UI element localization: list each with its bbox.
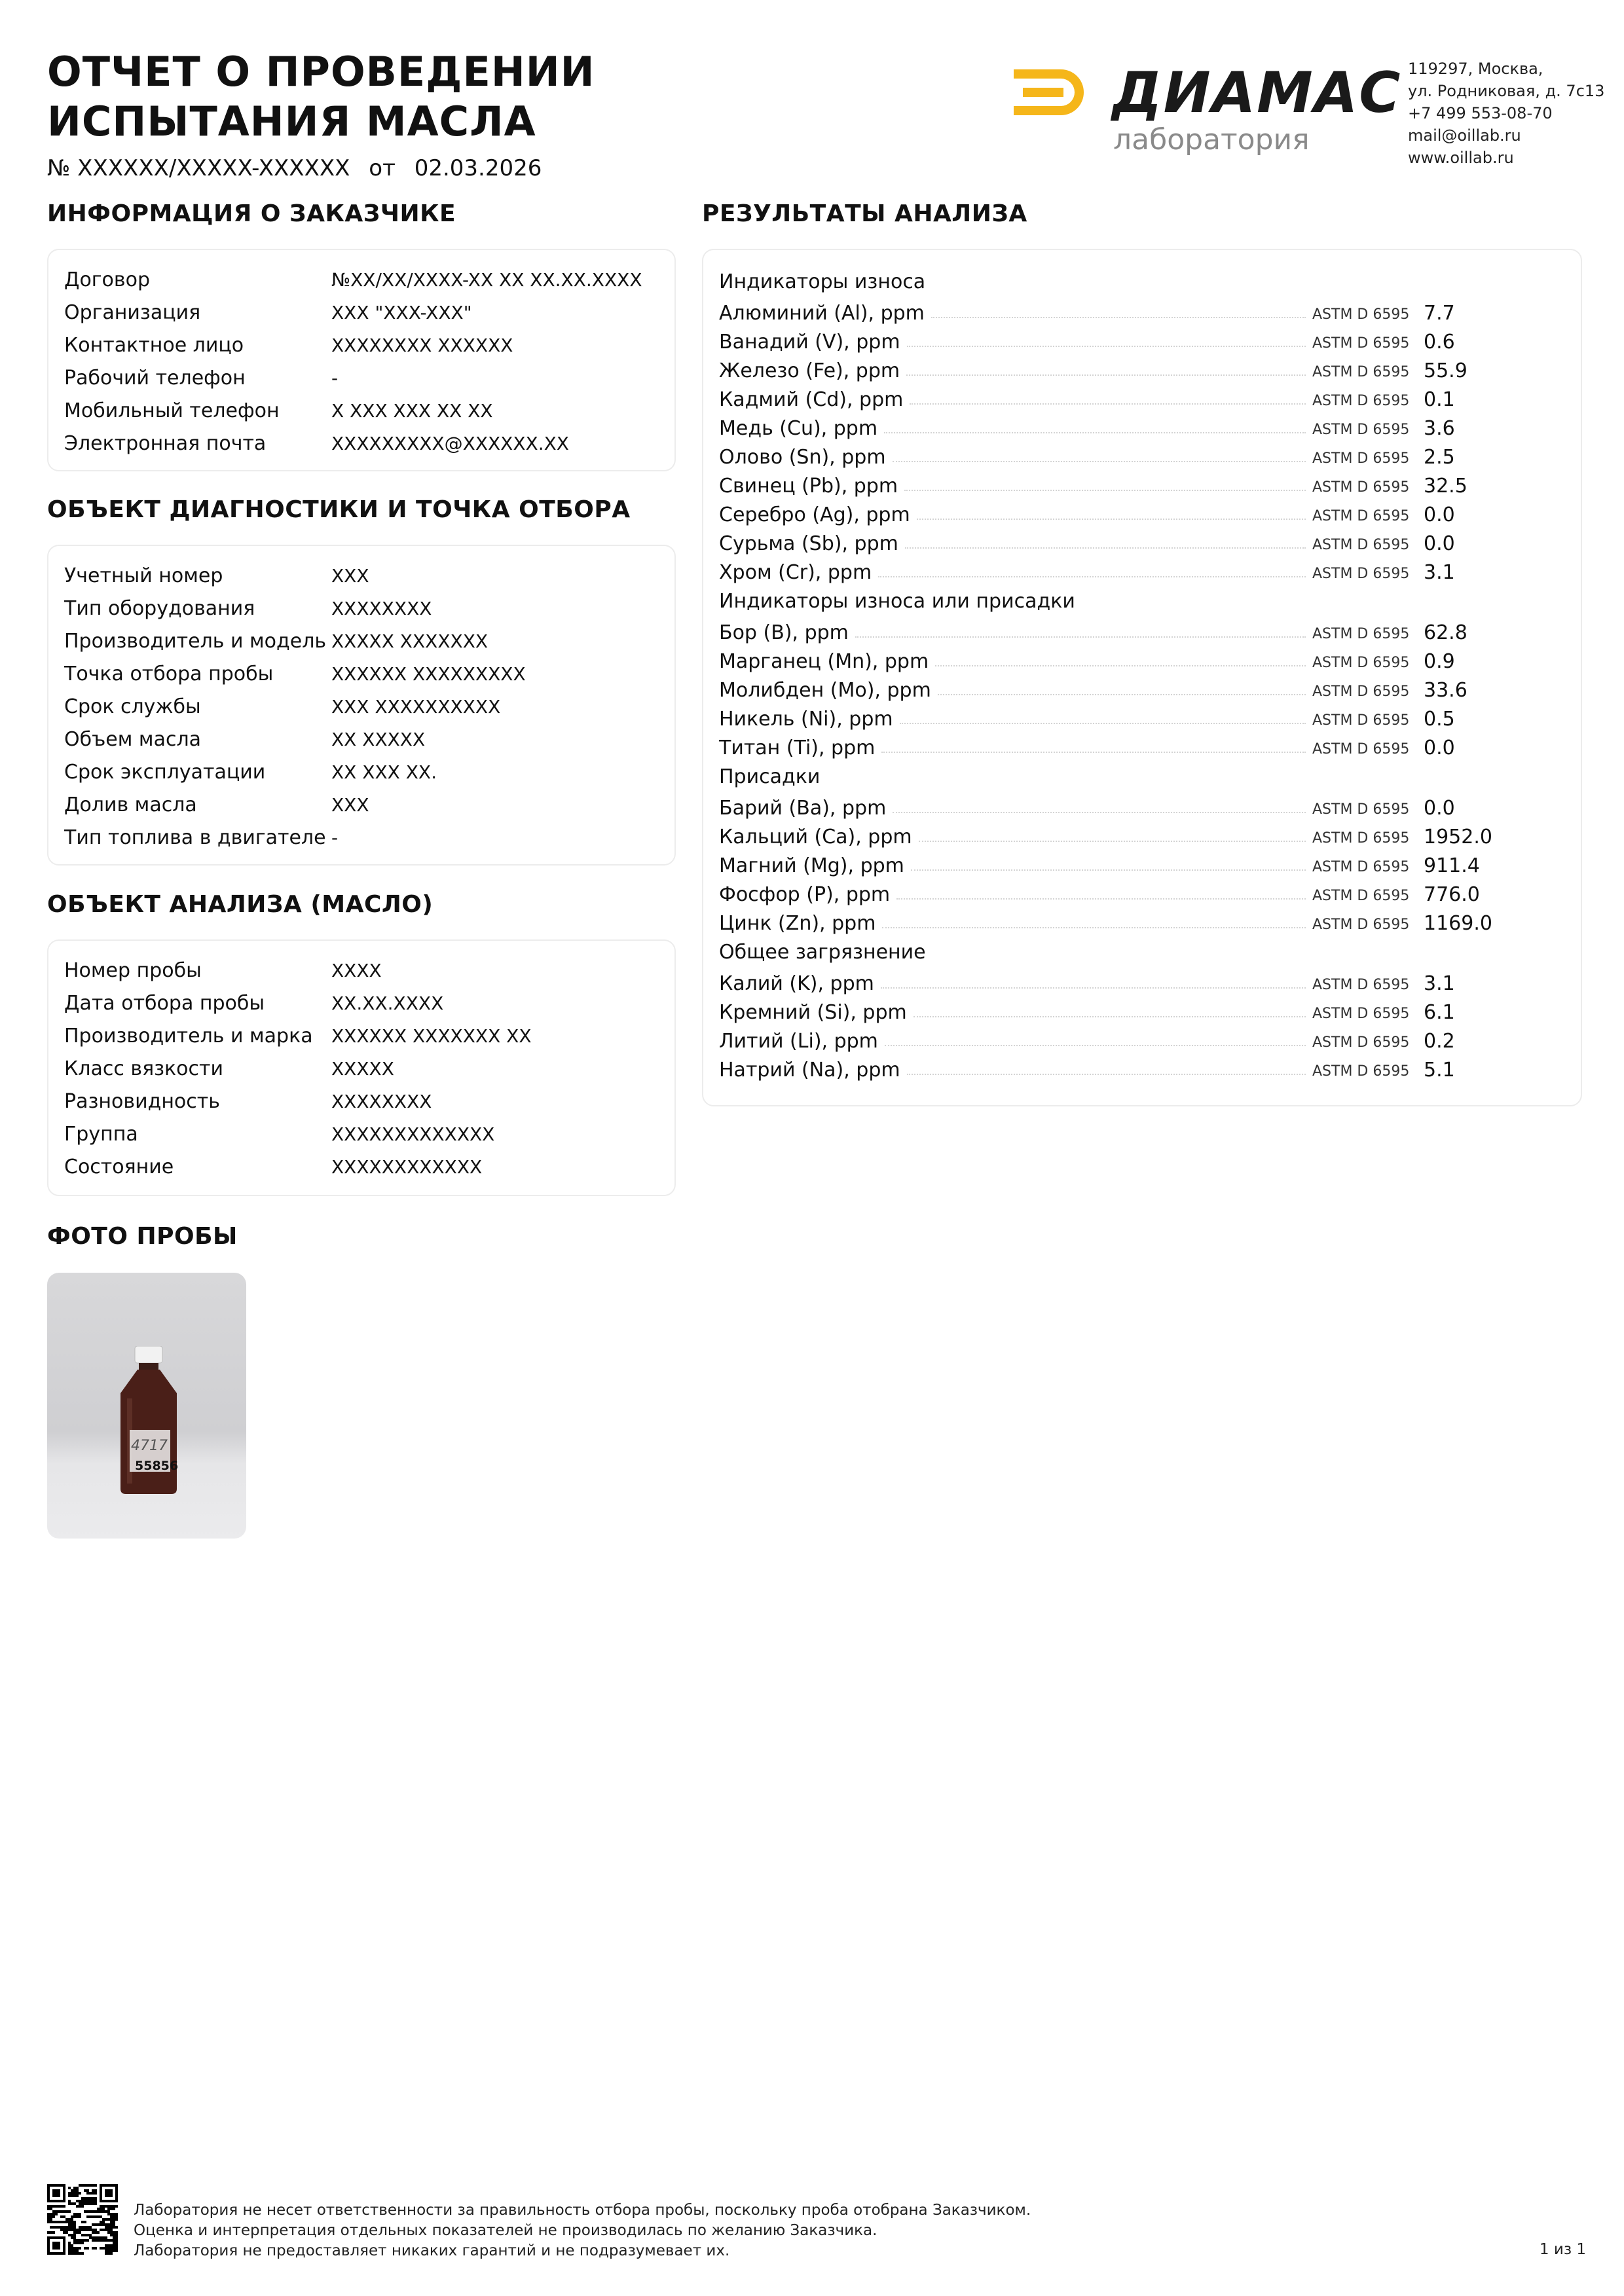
result-row xyxy=(719,966,1565,995)
object-label: Тип топлива в двигателе xyxy=(64,826,326,849)
object-label: Срок эксплуатации xyxy=(64,760,266,784)
customer-row xyxy=(64,427,661,460)
leader-dots xyxy=(878,576,1306,577)
report-title xyxy=(47,47,595,147)
results-heading: РЕЗУЛЬТАТЫ АНАЛИЗА xyxy=(702,200,1027,227)
photo-heading: ФОТО ПРОБЫ xyxy=(47,1223,238,1250)
result-method: ASTM D 6595 xyxy=(1312,364,1410,380)
object-label: Точка отбора пробы xyxy=(64,662,274,685)
customer-label: Рабочий телефон xyxy=(64,366,246,390)
customer-card xyxy=(47,249,676,471)
result-method: ASTM D 6595 xyxy=(1312,859,1410,875)
result-method: ASTM D 6595 xyxy=(1312,888,1410,904)
leader-dots xyxy=(893,461,1306,462)
result-parameter: Цинк (Zn), ppm xyxy=(719,912,876,935)
result-method: ASTM D 6595 xyxy=(1312,712,1410,729)
oil-label: Группа xyxy=(64,1122,138,1146)
oil-value: XX.XX.XXXX xyxy=(331,992,444,1014)
oil-value: XXXXXX XXXXXXX XX xyxy=(331,1025,532,1047)
oil-label: Номер пробы xyxy=(64,958,202,982)
bottle-handwriting: 4717 xyxy=(131,1438,168,1454)
result-row xyxy=(719,469,1565,498)
oil-label: Разновидность xyxy=(64,1089,220,1113)
page-number: 1 из 1 xyxy=(1539,2241,1586,2258)
result-method: ASTM D 6595 xyxy=(1312,479,1410,496)
result-parameter: Титан (Ti), ppm xyxy=(719,737,876,759)
customer-label: Организация xyxy=(64,301,201,324)
result-value: 55.9 xyxy=(1424,359,1467,382)
customer-value: XXX "XXX-XXX" xyxy=(331,301,472,323)
report-date: 02.03.2026 xyxy=(414,155,542,181)
object-label: Долив масла xyxy=(64,793,197,816)
result-method: ASTM D 6595 xyxy=(1312,917,1410,933)
result-parameter: Молибден (Mo), ppm xyxy=(719,679,931,702)
results-group-title: Общее загрязнение xyxy=(719,941,926,964)
result-method: ASTM D 6595 xyxy=(1312,1006,1410,1022)
result-method: ASTM D 6595 xyxy=(1312,830,1410,847)
result-parameter: Натрий (Na), ppm xyxy=(719,1059,900,1082)
results-group-title: Индикаторы износа или присадки xyxy=(719,590,1075,613)
object-label: Учетный номер xyxy=(64,564,223,587)
results-group-title: Присадки xyxy=(719,765,821,788)
qr-code-icon[interactable] xyxy=(47,2184,118,2255)
oil-label: Состояние xyxy=(64,1155,174,1178)
customer-value: X XXX XXX XX XX xyxy=(331,399,493,422)
result-row xyxy=(719,731,1565,759)
leader-dots xyxy=(907,346,1306,347)
customer-row xyxy=(64,329,661,361)
result-value: 3.1 xyxy=(1424,972,1455,995)
leader-dots xyxy=(931,317,1306,318)
result-method: ASTM D 6595 xyxy=(1312,626,1410,642)
object-row xyxy=(64,821,661,854)
object-label: Объем масла xyxy=(64,727,202,751)
customer-row xyxy=(64,394,661,427)
customer-row xyxy=(64,263,661,296)
result-value: 33.6 xyxy=(1424,679,1467,702)
bottle-label: 55856 xyxy=(135,1459,179,1473)
result-method: ASTM D 6595 xyxy=(1312,508,1410,524)
result-parameter: Серебро (Ag), ppm xyxy=(719,503,910,526)
result-value: 2.5 xyxy=(1424,446,1455,469)
object-row xyxy=(64,723,661,756)
logo-subtitle: лаборатория xyxy=(1113,123,1310,156)
result-row xyxy=(719,702,1565,731)
oil-row xyxy=(64,1118,661,1150)
result-parameter: Медь (Cu), ppm xyxy=(719,417,878,440)
oil-row xyxy=(64,1085,661,1118)
leader-dots xyxy=(910,403,1306,405)
disclaimer xyxy=(134,2200,1031,2261)
result-parameter: Магний (Mg), ppm xyxy=(719,854,904,877)
result-parameter: Кальций (Ca), ppm xyxy=(719,826,912,848)
customer-heading: ИНФОРМАЦИЯ О ЗАКАЗЧИКЕ xyxy=(47,200,456,227)
result-value: 0.9 xyxy=(1424,650,1455,673)
customer-value: №XX/XX/XXXX-XX XX XX.XX.XXXX xyxy=(331,268,642,291)
result-value: 3.1 xyxy=(1424,561,1455,584)
contact-phone[interactable]: +7 499 553-08-70 xyxy=(1408,104,1553,122)
object-table xyxy=(64,559,661,854)
result-parameter: Марганец (Mn), ppm xyxy=(719,650,929,673)
result-value: 0.5 xyxy=(1424,708,1455,731)
oil-heading: ОБЪЕКТ АНАЛИЗА (МАСЛО) xyxy=(47,891,434,918)
customer-value: - xyxy=(331,367,339,389)
object-heading: ОБЪЕКТ ДИАГНОСТИКИ И ТОЧКА ОТБОРА xyxy=(47,496,631,523)
leader-dots xyxy=(896,898,1306,900)
result-parameter: Сурьма (Sb), ppm xyxy=(719,532,898,555)
object-row xyxy=(64,625,661,657)
object-value: XXX xyxy=(331,793,369,816)
result-method: ASTM D 6595 xyxy=(1312,306,1410,323)
results-group-title: Индикаторы износа xyxy=(719,270,926,293)
object-value: XXX xyxy=(331,564,369,587)
result-parameter: Фосфор (P), ppm xyxy=(719,883,891,906)
leader-dots xyxy=(938,694,1306,695)
customer-row xyxy=(64,296,661,329)
result-row xyxy=(719,644,1565,673)
object-row xyxy=(64,592,661,625)
result-value: 1169.0 xyxy=(1424,912,1492,935)
company-logo xyxy=(1014,60,1402,161)
result-row xyxy=(719,995,1565,1024)
result-method: ASTM D 6595 xyxy=(1312,450,1410,467)
results-table xyxy=(719,264,1565,1082)
result-value: 3.6 xyxy=(1424,417,1455,440)
report-title-line2: ИСПЫТАНИЯ МАСЛА xyxy=(47,98,536,145)
oil-value: XXXXXXXX xyxy=(331,1090,432,1112)
report-from: от xyxy=(369,155,396,181)
leader-dots xyxy=(935,665,1306,666)
oil-value: XXXXX xyxy=(331,1057,394,1080)
result-method: ASTM D 6595 xyxy=(1312,1063,1410,1080)
result-method: ASTM D 6595 xyxy=(1312,741,1410,757)
disclaimer-line: Оценка и интерпретация отдельных показателей не производилась по желанию Заказчика. xyxy=(134,2222,877,2239)
contact-street: ул. Родниковая, д. 7с13 xyxy=(1408,82,1605,100)
diamas-logo-icon xyxy=(1014,69,1091,115)
result-row xyxy=(719,1053,1565,1082)
contact-block xyxy=(1408,58,1604,169)
report-number: № XXXXXX/XXXXX-XXXXXX xyxy=(47,155,350,181)
result-value: 0.0 xyxy=(1424,503,1455,526)
result-value: 911.4 xyxy=(1424,854,1480,877)
result-parameter: Литий (Li), ppm xyxy=(719,1030,878,1053)
oil-table xyxy=(64,954,661,1183)
result-value: 62.8 xyxy=(1424,621,1467,644)
result-row xyxy=(719,440,1565,469)
result-row xyxy=(719,791,1565,820)
leader-dots xyxy=(911,869,1306,871)
result-parameter: Хром (Cr), ppm xyxy=(719,561,872,584)
result-row xyxy=(719,615,1565,644)
sample-photo[interactable] xyxy=(47,1273,246,1539)
result-value: 776.0 xyxy=(1424,883,1480,906)
oil-row xyxy=(64,954,661,987)
result-method: ASTM D 6595 xyxy=(1312,335,1410,352)
customer-value: XXXXXXXX XXXXXX xyxy=(331,334,513,356)
result-value: 32.5 xyxy=(1424,475,1467,498)
result-method: ASTM D 6595 xyxy=(1312,655,1410,671)
oil-row xyxy=(64,987,661,1019)
result-row xyxy=(719,848,1565,877)
customer-label: Контактное лицо xyxy=(64,333,244,357)
leader-dots xyxy=(881,752,1306,753)
result-value: 0.0 xyxy=(1424,737,1455,759)
object-row xyxy=(64,756,661,788)
object-row xyxy=(64,690,661,723)
customer-label: Электронная почта xyxy=(64,431,267,455)
oil-label: Дата отбора пробы xyxy=(64,991,265,1015)
result-parameter: Бор (B), ppm xyxy=(719,621,849,644)
result-value: 7.7 xyxy=(1424,302,1455,325)
result-parameter: Никель (Ni), ppm xyxy=(719,708,893,731)
leader-dots xyxy=(881,987,1306,989)
object-row xyxy=(64,657,661,690)
customer-row xyxy=(64,361,661,394)
result-value: 0.0 xyxy=(1424,532,1455,555)
oil-label: Производитель и марка xyxy=(64,1024,313,1048)
disclaimer-line: Лаборатория не несет ответственности за правильность отбора пробы, поскольку проба отобрана Заказчиком. xyxy=(134,2202,1031,2219)
leader-dots xyxy=(907,1074,1306,1075)
result-row xyxy=(719,526,1565,555)
result-row xyxy=(719,877,1565,906)
oil-row xyxy=(64,1052,661,1085)
result-row xyxy=(719,906,1565,935)
object-row xyxy=(64,559,661,592)
object-label: Производитель и модель xyxy=(64,629,327,653)
leader-dots xyxy=(906,374,1306,376)
result-value: 5.1 xyxy=(1424,1059,1455,1082)
result-parameter: Калий (K), ppm xyxy=(719,972,874,995)
result-method: ASTM D 6595 xyxy=(1312,537,1410,553)
result-row xyxy=(719,820,1565,848)
object-value: XXX XXXXXXXXXX xyxy=(331,695,501,718)
customer-table xyxy=(64,263,661,460)
result-row xyxy=(719,296,1565,325)
leader-dots xyxy=(884,432,1306,433)
result-method: ASTM D 6595 xyxy=(1312,566,1410,582)
result-method: ASTM D 6595 xyxy=(1312,801,1410,818)
result-value: 0.2 xyxy=(1424,1030,1455,1053)
result-row xyxy=(719,382,1565,411)
result-row xyxy=(719,354,1565,382)
leader-dots xyxy=(855,636,1306,638)
oil-label: Класс вязкости xyxy=(64,1057,224,1080)
result-value: 0.1 xyxy=(1424,388,1455,411)
object-value: XX XXX XX. xyxy=(331,761,437,783)
leader-dots xyxy=(917,519,1306,520)
disclaimer-line: Лаборатория не предоставляет никаких гарантий и не подразумевает их. xyxy=(134,2242,730,2259)
oil-row xyxy=(64,1019,661,1052)
leader-dots xyxy=(905,547,1306,549)
contact-city: 119297, Москва, xyxy=(1408,60,1543,78)
result-row xyxy=(719,555,1565,584)
contact-email[interactable]: mail@oillab.ru xyxy=(1408,126,1521,145)
object-label: Срок службы xyxy=(64,695,201,718)
result-value: 0.0 xyxy=(1424,797,1455,820)
result-value: 0.6 xyxy=(1424,331,1455,354)
leader-dots xyxy=(882,927,1306,928)
leader-dots xyxy=(919,841,1306,842)
result-parameter: Кремний (Si), ppm xyxy=(719,1001,907,1024)
object-label: Тип оборудования xyxy=(64,596,255,620)
report-title-line1: ОТЧЕТ О ПРОВЕДЕНИИ xyxy=(47,48,595,96)
result-parameter: Свинец (Pb), ppm xyxy=(719,475,898,498)
object-row xyxy=(64,788,661,821)
result-row xyxy=(719,325,1565,354)
contact-site[interactable]: www.oillab.ru xyxy=(1408,149,1514,167)
result-value: 6.1 xyxy=(1424,1001,1455,1024)
result-method: ASTM D 6595 xyxy=(1312,683,1410,700)
result-method: ASTM D 6595 xyxy=(1312,1034,1410,1051)
leader-dots xyxy=(900,723,1306,724)
result-row xyxy=(719,411,1565,440)
object-value: XXXXX XXXXXXX xyxy=(331,630,489,652)
result-row xyxy=(719,673,1565,702)
result-parameter: Олово (Sn), ppm xyxy=(719,446,886,469)
result-method: ASTM D 6595 xyxy=(1312,393,1410,409)
object-value: - xyxy=(331,826,339,848)
leader-dots xyxy=(904,490,1306,491)
object-card xyxy=(47,545,676,866)
result-parameter: Кадмий (Cd), ppm xyxy=(719,388,904,411)
leader-dots xyxy=(885,1045,1306,1046)
oil-value: XXXXXXXXXXXX xyxy=(331,1156,483,1178)
result-parameter: Алюминий (Al), ppm xyxy=(719,302,925,325)
oil-value: XXXXXXXXXXXXX xyxy=(331,1123,495,1145)
customer-label: Договор xyxy=(64,268,150,291)
object-value: XX XXXXX xyxy=(331,728,426,750)
result-value: 1952.0 xyxy=(1424,826,1492,848)
object-value: XXXXXX XXXXXXXXX xyxy=(331,663,526,685)
results-card xyxy=(702,249,1582,1106)
result-row xyxy=(719,498,1565,526)
customer-label: Мобильный телефон xyxy=(64,399,280,422)
oil-value: XXXX xyxy=(331,959,382,981)
result-row xyxy=(719,1024,1565,1053)
result-method: ASTM D 6595 xyxy=(1312,977,1410,993)
object-value: XXXXXXXX xyxy=(331,597,432,619)
result-method: ASTM D 6595 xyxy=(1312,422,1410,438)
oil-row xyxy=(64,1150,661,1183)
result-parameter: Железо (Fe), ppm xyxy=(719,359,900,382)
result-parameter: Ванадий (V), ppm xyxy=(719,331,900,354)
leader-dots xyxy=(913,1016,1306,1017)
leader-dots xyxy=(893,812,1306,813)
logo-name: ДИАМАС xyxy=(1112,60,1402,126)
oil-card xyxy=(47,939,676,1196)
result-parameter: Барий (Ba), ppm xyxy=(719,797,887,820)
report-number-line xyxy=(47,152,553,185)
customer-value: XXXXXXXXX@XXXXXX.XX xyxy=(331,432,569,454)
